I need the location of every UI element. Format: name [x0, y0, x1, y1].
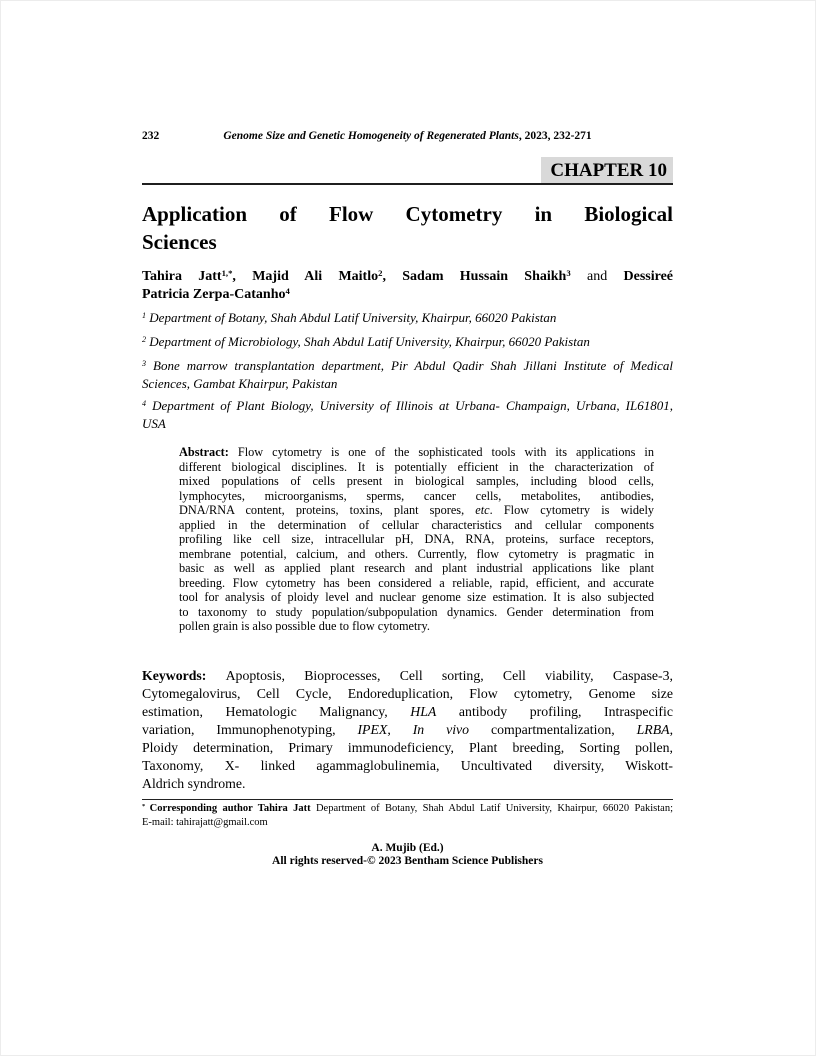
affiliation-1: $^1$ Department of Botany, Shah Abdul Latif University, Khairpur, 66020 Pakistan	[142, 310, 557, 325]
corresponding-author-footnote: * Corresponding author Tahira Jatt Department of Botany, Shah Abdul Latif University, Khairpur, 66020 Pakistan; E-mail: tahirajatt@gmail.com	[142, 802, 674, 828]
chapter-badge: CHAPTER 10	[541, 157, 673, 183]
running-header	[142, 129, 673, 144]
chapter-title: Application of Flow Cytometry in Biological Sciences	[142, 202, 673, 254]
authors-line: Tahira Jatt$^{1,*}$, Majid Ali Maitlo$^2$, Sadam Hussain Shaikh$^3$ and Dessireé Patricia Zerpa-Catanho$^4$	[142, 268, 673, 302]
affiliation-2: $^2$ Department of Microbiology, Shah Abdul Latif University, Khairpur, 66020 Pakistan	[142, 334, 590, 349]
affiliation-3: $^3$ Bone marrow transplantation department, Pir Abdul Qadir Shah Jillani Institute of Medical Sciences, Gambat Khairpur, Pakistan	[142, 358, 673, 391]
affiliations	[142, 310, 673, 432]
running-title: Genome Size and Genetic Homogeneity of Regenerated Plants, 2023, 232-271	[223, 130, 592, 142]
keywords: Keywords: Apoptosis, Bioprocesses, Cell sorting, Cell viability, Caspase-3, Cytomegalovirus, Cell Cycle, Endoreduplication, Flow cytometry, Genome size estimation, Hematologic Malignancy, HLA antibody profiling, Intraspecific variation, Immunophenotyping, IPEX, In vivo compartmentalization, LRBA, Ploidy determination, Primary immunodeficiency, Plant breeding, Sorting pollen, Taxonomy, X- linked agammaglobulinemia, Uncultivated diversity, Wiskott- Aldrich syndrome.	[142, 667, 674, 791]
publisher-block	[142, 842, 673, 869]
abstract: Abstract: Flow cytometry is one of the sophisticated tools with its applications in different biological disciplines. It is potentially efficient in the characterization of mixed populations of cells present in biological samples, including blood cells, lymphocytes, microorganisms, sperms, cancer cells, metabolites, antibodies, DNA/RNA content, proteins, toxins, plant spores, etc. Flow cytometry is widely applied in the determination of cellular characteristics and cellular components profiling like cell size, intracellular pH, DNA, RNA, proteins, surface receptors, membrane potential, calcium, and others. Currently, flow cytometry is pragmatic in basic as well as applied plant research and plant industrial applications like plant breeding. Flow cytometry has been considered a reliable, rapid, efficient, and accurate tool for analysis of ploidy level and nuclear genome size estimation. It is also subjected to taxonomy to study population/subpopulation dynamics. Gender determination from pollen grain is also possible due to flow cytometry.	[179, 445, 655, 633]
affiliation-4: $^4$ Department of Plant Biology, University of Illinois at Urbana- Champaign, Urbana, IL61801, USA	[142, 398, 673, 431]
footnote-rule	[142, 799, 673, 800]
copyright-line: All rights reserved-© 2023 Bentham Science Publishers	[272, 855, 543, 867]
page-number: 232	[142, 130, 160, 142]
editor-line: A. Mujib (Ed.)	[371, 841, 444, 854]
chapter-rule-row	[142, 157, 673, 185]
